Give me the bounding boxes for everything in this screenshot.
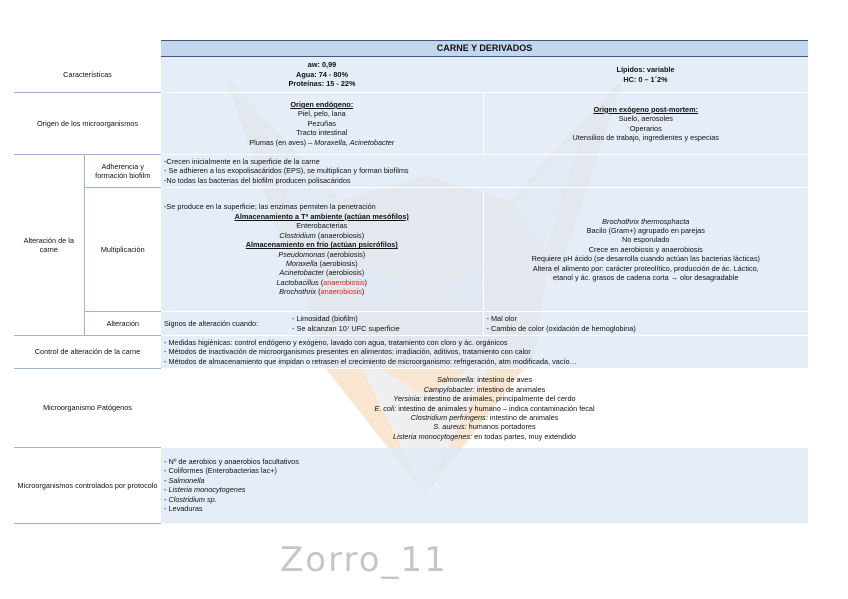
lactobacillus-name: Lactobacillus	[276, 277, 319, 287]
carne-table	[14, 40, 808, 524]
patogeno-desc: humanos portadores	[466, 422, 536, 432]
patogeno-item	[164, 413, 805, 422]
alteracion-sign: - Mal olor	[486, 314, 517, 324]
row-label-origen: Origen de los microorganismos	[14, 93, 161, 155]
acinetobacter-name: Acinetobacter	[279, 268, 324, 278]
patogeno-desc: intestino de animales, principalmente del cerdo	[421, 394, 576, 404]
pseudomonas-note: (aerobiosis)	[325, 249, 366, 259]
endogeno-item: Piel, pelo, lana	[297, 109, 346, 119]
aw-value: aw: 0,99	[307, 60, 337, 70]
brochothrix-item: etanol y ác. grasos de cadena corta → olor desagradable	[553, 273, 739, 283]
clostridium-line	[164, 231, 480, 240]
moraxella-note: (aerobiosis)	[317, 258, 358, 268]
sublabel-multiplicacion: Multiplicación	[84, 188, 161, 312]
almacenamiento-frio-title: Almacenamiento en frío (actúan psicrófilos)	[245, 240, 398, 250]
sublabel-alteracion: Alteración	[84, 312, 161, 336]
patogeno-item	[164, 422, 805, 431]
adherencia-content	[161, 155, 808, 188]
alteracion-left	[161, 312, 483, 336]
row-label-protocolo: Microorganismos controlados por protocolo	[14, 448, 161, 524]
adherencia-item: - Se adhieren a los exopolisacáridos (EPS), se multiplican y forman biofilms	[164, 166, 409, 176]
moraxella-name: Moraxella	[285, 258, 318, 268]
origen-exogeno	[483, 93, 808, 155]
exogeno-item: Utensilios de trabajo, ingredientes y especias	[572, 132, 719, 142]
row-label-alteracion-carne: Alteración de la carne	[14, 155, 84, 336]
acinetobacter-note: (aerobiosis)	[323, 268, 365, 278]
lactobacillus-note: anaerobiosis	[323, 277, 365, 287]
exogeno-item: Operarios	[629, 123, 662, 133]
lipidos-value: Lípidos: variable	[616, 65, 675, 75]
plumas-species: Moraxella, Acinetobacter	[314, 137, 395, 147]
control-content	[161, 336, 808, 369]
patogeno-item	[164, 394, 805, 403]
brochothrix-panel	[483, 188, 808, 312]
brochothrix-item: Crece en aerobiosis y anaerobiosis	[588, 244, 703, 254]
patogeno-desc: intestino de aves	[475, 375, 532, 385]
hc-value: HC: 0 – 1´2%	[623, 74, 668, 84]
pseudomonas-name: Pseudomonas	[278, 249, 325, 259]
origen-endogeno	[161, 93, 483, 155]
exogeno-title: Origen exógeno post-mortem:	[593, 104, 699, 114]
patogeno-item	[164, 375, 805, 384]
endogeno-item: Pezuñas	[307, 118, 336, 128]
paren-open: (	[316, 287, 321, 297]
moraxella-line	[164, 259, 480, 268]
adherencia-item: -No todas las bacterias del biofilm producen polisacáridos	[164, 175, 351, 185]
sublabel-adherencia: Adherencia y formación biofilm	[84, 155, 161, 188]
alteracion-mid	[292, 314, 400, 333]
control-item: - Medidas higiénicas: control endógeno y exógeno, lavado con agua, tratamiento con cloro y ác. orgánicos	[164, 337, 508, 347]
brochothrix-line	[164, 287, 480, 296]
row-label-patogenos: Microorganismo Patógenos	[14, 369, 161, 448]
brochothrix-note: anaerobiosis	[320, 287, 362, 297]
proteinas-value: Proteínas: 15 - 22%	[288, 79, 356, 89]
paren-open: (	[318, 277, 324, 287]
table-title: CARNE Y DERIVADOS	[161, 41, 808, 57]
protocolo-item: - Listeria monocytogenes	[164, 485, 246, 495]
brochothrix-item: Requiere pH ácido (se desarrolla cuando actúan las bacterias lácticas)	[531, 254, 760, 264]
protocolo-item: - Salmonella	[164, 475, 205, 485]
control-item: - Métodos de almacenamiento que impidan o retrasen el crecimiento de microorganismo: refrigeración, atm modificada, vacío…	[164, 356, 577, 366]
multiplicacion-left	[161, 188, 483, 312]
paren-close: )	[361, 287, 365, 297]
patogeno-desc: en todas partes, muy extendido	[472, 431, 576, 441]
protocolo-item: - Nº de aerobios y anaerobios facultativos	[164, 457, 299, 467]
brochothrix-item: Bacilo (Gram+) agrupado en parejas	[586, 225, 705, 235]
protocolo-item: - Clostridium sp.	[164, 494, 217, 504]
protocolo-content	[161, 448, 808, 524]
brochothrix-title: Brochothrix thermosphacta	[602, 216, 690, 226]
lactobacillus-line	[164, 278, 480, 287]
alteracion-sign: - Cambio de color (oxidación de hemoglobina)	[486, 323, 636, 333]
paren-close: )	[364, 277, 367, 287]
pseudomonas-line	[164, 250, 480, 259]
brochothrix-item: No esporulado	[622, 235, 670, 245]
row-label-caracteristicas: Características	[14, 57, 161, 93]
protocolo-item: - Coliformes (Enterobacterias lac+)	[164, 466, 277, 476]
patogeno-name: Yersinia:	[393, 394, 422, 404]
patogenos-content	[161, 369, 808, 448]
control-item: - Métodos de inactivación de microorganismos presentes en alimentos: irradiación, aditivos, tratamiento con calor	[164, 347, 531, 357]
patogeno-desc: intestino de animales	[487, 412, 559, 422]
plumas-text: Plumas (en aves) –	[249, 137, 315, 147]
endogeno-item: Tracto intestinal	[296, 128, 348, 138]
caracteristicas-left	[161, 57, 483, 93]
exogeno-item: Suelo, aerosoles	[618, 114, 673, 124]
patogeno-name: Salmonella:	[437, 375, 476, 385]
acinetobacter-line	[164, 268, 480, 277]
endogeno-title: Origen endógeno:	[290, 99, 354, 109]
enterobacterias: Enterobacterias	[296, 221, 348, 231]
almacenamiento-ambiente-title: Almacenamiento a Tª ambiente (actúan mesófilos)	[234, 211, 409, 221]
patogeno-item	[164, 404, 805, 413]
brochothrix-item: Altera el alimento por: carácter proteolítico, producción de ác. Láctico,	[532, 263, 759, 273]
patogeno-item	[164, 385, 805, 394]
patogeno-name: Listeria monocytogenes:	[393, 431, 473, 441]
alteracion-sign: - Se alcanzan 10⁷ UFC superficie	[292, 323, 400, 333]
protocolo-item: - Levaduras	[164, 504, 203, 514]
alteracion-lead: Signos de alteración cuando:	[164, 318, 259, 328]
patogeno-desc: intestino de animales y humano – indica contaminación fecal	[396, 403, 595, 413]
patogeno-name: Campylobacter:	[423, 384, 475, 394]
clostridium-note: (anaerobiosis)	[315, 230, 365, 240]
patogeno-name: E. coli:	[374, 403, 397, 413]
alteracion-right	[483, 312, 808, 336]
caracteristicas-right	[483, 57, 808, 93]
endogeno-plumas	[164, 138, 480, 147]
row-label-control: Control de alteración de la carne	[14, 336, 161, 369]
watermark-text: Zorro_11	[280, 540, 448, 580]
patogeno-name: Clostridium perfringens:	[410, 412, 488, 422]
agua-value: Agua: 74 - 80%	[296, 69, 348, 79]
adherencia-item: -Crecen inicialmente en la superficie de la carne	[164, 156, 320, 166]
multiplicacion-intro: -Se produce en la superficie; las enzimas permiten la penetración	[164, 202, 376, 212]
alteracion-sign: - Limosidad (biofilm)	[292, 314, 358, 324]
patogeno-item	[164, 432, 805, 441]
brochothrix-name: Brochothrix	[279, 287, 317, 297]
patogeno-name: S. aureus:	[433, 422, 467, 432]
clostridium-name: Clostridium	[279, 230, 316, 240]
patogeno-desc: intestino de animales	[474, 384, 546, 394]
